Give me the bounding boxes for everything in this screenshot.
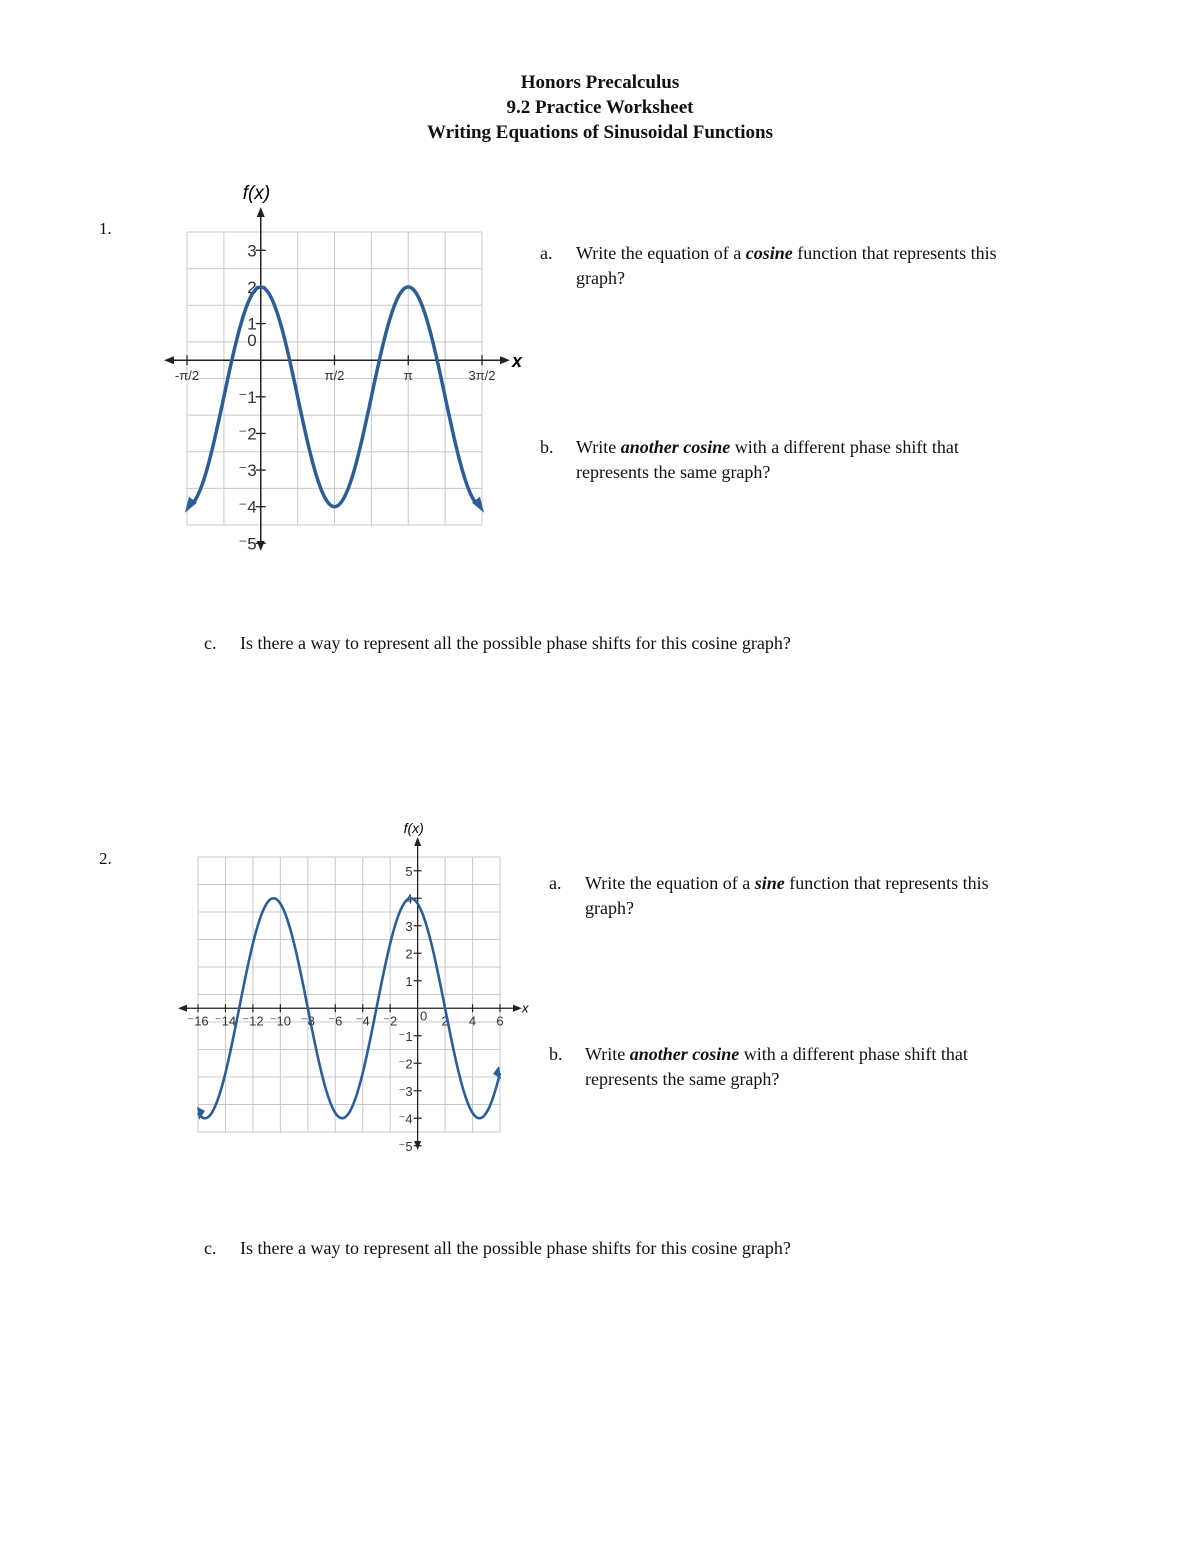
worksheet-title: 9.2 Practice Worksheet (506, 97, 694, 118)
y-tick-label: ⁻5 (398, 1138, 413, 1154)
y-tick-label: ⁻5 (238, 534, 257, 554)
question-text: Write the equation of a (576, 243, 746, 263)
question-text: represents the same graph? (585, 1069, 780, 1089)
x-axis-label: x (512, 351, 523, 372)
x-tick-label: 4 (468, 1013, 477, 1029)
y-tick-label: 1 (405, 973, 413, 989)
problem-1-number: 1. (99, 219, 112, 238)
question-text: with a different phase shift that (730, 437, 959, 457)
y-axis-label: f(x) (403, 820, 424, 836)
y-tick-label: 3 (247, 241, 257, 261)
x-tick-label: ⁻10 (269, 1013, 292, 1029)
y-tick-label: ⁻3 (238, 461, 257, 481)
x-tick-label: -π/2 (174, 368, 200, 384)
problem-2-graph (170, 812, 540, 1157)
x-tick-label: ⁻6 (328, 1013, 343, 1029)
x-tick-label: ⁻16 (187, 1013, 209, 1029)
y-axis-arrow-icon (257, 207, 265, 217)
question-text: Write the equation of a (585, 873, 755, 893)
question-emphasis: sine (754, 873, 785, 893)
question-label: a. (540, 243, 553, 263)
y-tick-label: 2 (247, 277, 257, 297)
problem-2-number: 2. (99, 849, 112, 868)
problem-1-question-c (204, 631, 1104, 659)
question-text: represents the same graph? (576, 462, 771, 482)
x-axis-arrow-icon (178, 1005, 187, 1012)
y-tick-label: ⁻1 (238, 387, 257, 407)
problem-1-question-a (540, 241, 1100, 296)
question-text: with a different phase shift that (739, 1044, 968, 1064)
question-text: Is there a way to represent all the possible phase shifts for this cosine graph? (240, 633, 791, 653)
problem-2-question-c (204, 1236, 1104, 1264)
y-tick-label: ⁻4 (238, 497, 257, 517)
x-tick-label: ⁻4 (355, 1013, 370, 1029)
y-tick-label: 1 (247, 314, 257, 334)
x-axis-label: x (522, 1000, 529, 1016)
question-emphasis: another cosine (620, 437, 731, 457)
y-axis-arrow-icon (414, 837, 421, 846)
x-tick-label: π/2 (324, 368, 345, 384)
course-title: Honors Precalculus (520, 72, 680, 93)
problem-1-graph (160, 175, 540, 560)
y-tick-label: 5 (405, 863, 413, 879)
question-text: Write (576, 437, 621, 457)
y-tick-label: ⁻4 (398, 1111, 413, 1127)
y-tick-label: ⁻1 (398, 1028, 413, 1044)
question-label: c. (204, 633, 217, 653)
x-tick-label: ⁻2 (383, 1013, 398, 1029)
x-tick-label: 0 (420, 1008, 428, 1024)
y-tick-label: ⁻2 (238, 424, 257, 444)
question-label: b. (540, 437, 554, 457)
problem-1-question-b (540, 435, 1100, 490)
x-tick-label: 6 (496, 1013, 504, 1029)
x-axis-arrow-icon (164, 356, 174, 364)
x-axis-arrow-icon (513, 1005, 522, 1012)
y-tick-label: 2 (405, 946, 413, 962)
x-tick-label: ⁻8 (300, 1013, 315, 1029)
y-tick-label: ⁻2 (398, 1056, 413, 1072)
question-text: function that represents this (784, 873, 989, 893)
question-label: b. (549, 1044, 563, 1064)
question-emphasis: cosine (745, 243, 793, 263)
x-axis-arrow-icon (500, 356, 510, 364)
question-label: c. (204, 1238, 217, 1258)
problem-2-question-b (549, 1042, 1109, 1097)
y-tick-label: 3 (405, 918, 413, 934)
question-text: Is there a way to represent all the possible phase shifts for this cosine graph? (240, 1238, 791, 1258)
question-text: function that represents this (792, 243, 997, 263)
y-tick-label: ⁻3 (398, 1083, 413, 1099)
topic-title: Writing Equations of Sinusoidal Functions (427, 122, 773, 143)
question-text: Write (585, 1044, 630, 1064)
question-text: graph? (576, 268, 625, 288)
problem-2-question-a (549, 871, 1109, 926)
y-tick-label: 4 (405, 891, 413, 907)
question-text: graph? (585, 898, 634, 918)
x-tick-label: ⁻12 (242, 1013, 264, 1029)
y-axis-label: f(x) (242, 183, 271, 204)
x-tick-label: 3π/2 (468, 368, 496, 384)
question-label: a. (549, 873, 562, 893)
y-tick-label: 0 (247, 331, 257, 351)
worksheet-header (0, 70, 1200, 145)
y-axis-arrow-icon (257, 541, 265, 551)
x-tick-label: ⁻14 (214, 1013, 237, 1029)
x-tick-label: π (403, 368, 413, 384)
question-emphasis: another cosine (629, 1044, 740, 1064)
x-tick-label: 2 (441, 1013, 449, 1029)
